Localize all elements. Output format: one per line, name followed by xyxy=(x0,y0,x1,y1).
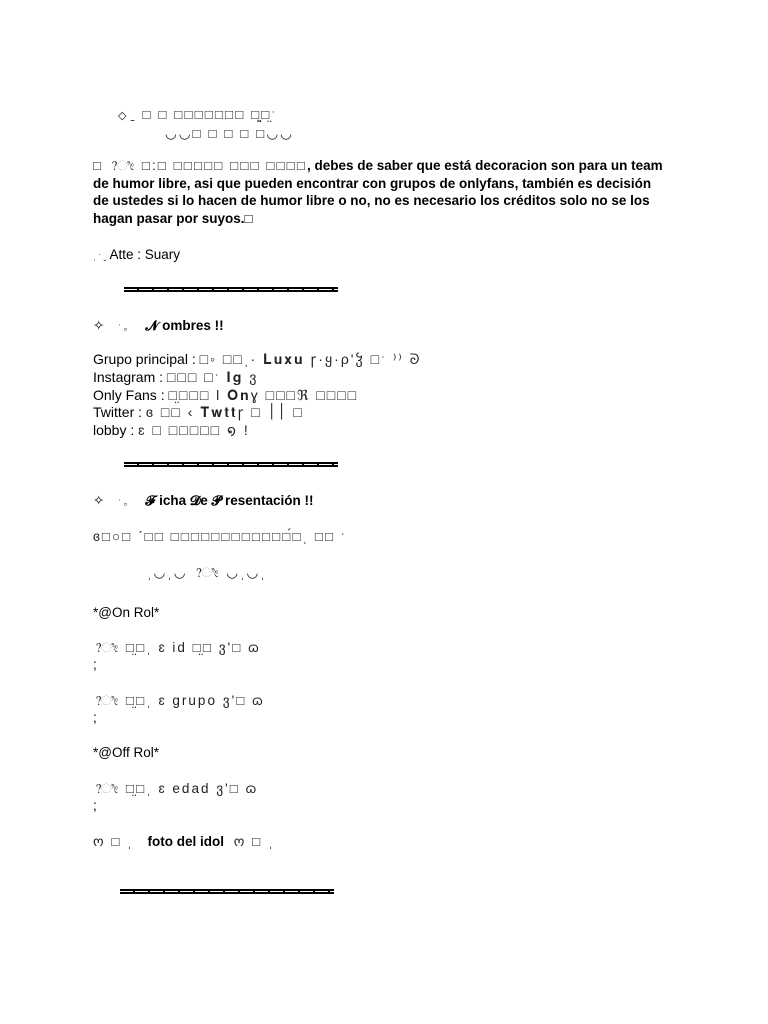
field-edad xyxy=(93,780,258,797)
sparkle-icon: ✧ xyxy=(93,493,105,508)
name-row-instagram xyxy=(93,369,258,386)
separator xyxy=(124,462,338,467)
name-row-label: Only Fans : xyxy=(93,387,169,403)
semicolon-text: ; xyxy=(93,798,97,813)
name-row-value: ɞ □□ ‹ 𝐓𝐰𝐭𝐭ꞅ □ ׀׀ □ xyxy=(145,404,304,420)
header-deco-text: ˍ □ □ □□□□□□□ □̤̮□̤ˑ xyxy=(130,107,278,122)
field-grupo xyxy=(93,692,265,709)
name-row-onlyfans xyxy=(93,387,358,404)
separator xyxy=(124,287,338,292)
intro-paragraph xyxy=(93,157,663,227)
name-row-label: Grupo principal : xyxy=(93,351,200,367)
field-grupo-text: ?ೀ □̤□ˌ ɛ grupo ვ'□ ɷ xyxy=(93,693,265,708)
on-rol-text: *@On Rol* xyxy=(93,605,160,620)
nombres-deco: ˑ 。 xyxy=(118,322,134,333)
intro-tail-deco: □ xyxy=(244,210,253,226)
signature xyxy=(93,246,180,265)
field-id-text: ?ೀ □̤□ˌ ɛ id □̤□ ვ'□ ɷ xyxy=(93,640,261,655)
name-row-label: lobby : xyxy=(93,422,139,438)
ficha-deco-text-2: ˌ◡ˌ◡ ?ೀ ◡ˌ◡ˌ xyxy=(147,565,267,580)
semicolon-text: ; xyxy=(93,710,97,725)
nombres-heading xyxy=(93,317,224,336)
name-row-label: Instagram : xyxy=(93,369,167,385)
signature-deco: ˌ ˑ ˬ xyxy=(93,251,107,261)
intro-lead-deco: □ ?ೀ □:□ □□□□□ □□□ □□□□ xyxy=(93,158,307,173)
name-row-lobby xyxy=(93,422,250,439)
on-rol-label xyxy=(93,604,159,621)
foto-text: foto del idol xyxy=(147,834,225,849)
ficha-title: 𝓕 icha 𝓓e 𝓟 resentación !! xyxy=(145,493,314,508)
foto-line xyxy=(93,833,275,850)
diamond-icon: ◇ xyxy=(118,110,127,122)
name-row-grupo xyxy=(93,351,421,368)
signature-text: Atte : Suary xyxy=(109,247,181,262)
ficha-deco-line-1 xyxy=(93,528,347,545)
name-row-twitter xyxy=(93,404,304,421)
name-row-value: ɛ □ □□□□□ ໑ ! xyxy=(138,422,250,438)
semicolon xyxy=(93,709,97,726)
off-rol-text: *@Off Rol* xyxy=(93,745,159,760)
field-id xyxy=(93,639,261,656)
ficha-deco: ˑ 。 xyxy=(118,497,134,508)
ficha-deco-text-1: ɞ□○□ ˊ□□ □□□□□□□□□□□□́□ˌ □□ ˑ xyxy=(93,529,347,544)
foto-deco-right: ო □ ˌ xyxy=(233,834,275,849)
name-row-value: □̤□□□ l 𝐎𝐧ɣ □□□ℜ □□□□ xyxy=(168,387,359,403)
nombres-title: 𝓝 ombres !! xyxy=(145,318,224,333)
semicolon-text: ; xyxy=(93,657,97,672)
semicolon xyxy=(93,797,97,814)
field-edad-text: ?ೀ □̤□ˌ ɛ edad ვ'□ ɷ xyxy=(93,781,259,796)
off-rol-label xyxy=(93,744,159,761)
name-row-label: Twitter : xyxy=(93,404,146,420)
ficha-deco-line-2 xyxy=(147,564,267,581)
ficha-heading xyxy=(93,492,314,511)
header-deco-text-2: ◡◡□ □ □ □ □◡◡ xyxy=(165,126,294,141)
name-row-value: □□□ □ˑ 𝐈𝐠 ვ xyxy=(166,369,259,385)
name-row-value: □◦ □□ˌ· 𝐋𝐮𝐱𝐮 ꞅ·ყ·ρ'ჴ □ˑ ⁾⁾ ᘐ xyxy=(199,351,422,367)
semicolon xyxy=(93,656,97,673)
header-decoration-1 xyxy=(118,106,277,125)
foto-deco-left: ო □ ˌ xyxy=(93,834,134,849)
intro-text: , debes de saber que está decoracion son para un team de humor libre, asi que pueden encontrar con grupos de onlyfans, también es decisión de ustedes si lo hacen de humor libre o no, no es necesario los créditos solo no se los hagan pasar por suyos. xyxy=(93,158,663,226)
sparkle-icon: ✧ xyxy=(93,318,105,333)
separator xyxy=(120,889,334,894)
header-decoration-2 xyxy=(165,125,294,142)
